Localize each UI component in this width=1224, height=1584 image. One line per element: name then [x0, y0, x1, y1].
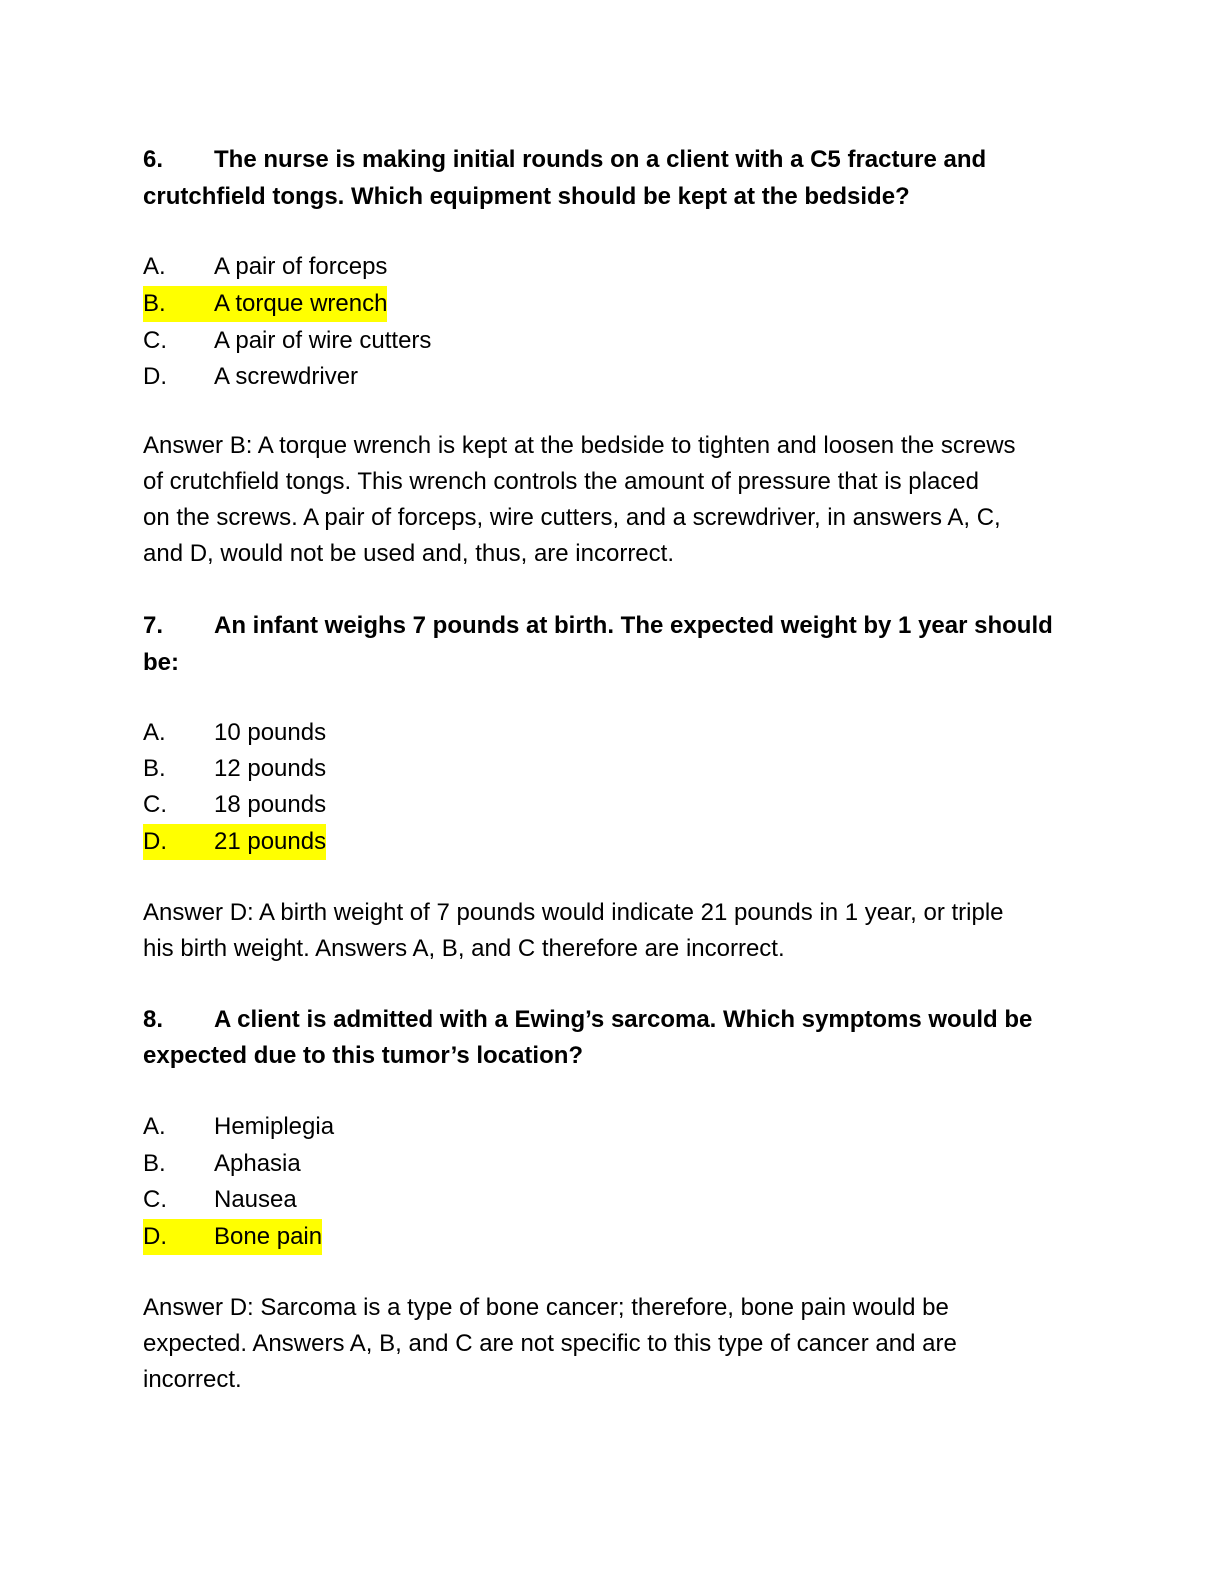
option-letter: B.	[143, 290, 166, 317]
option-letter: B.	[143, 1150, 166, 1177]
question-8-text-line2: expected due to this tumor’s location?	[143, 1042, 584, 1069]
question-6-option-a	[143, 249, 387, 285]
option-letter: C.	[143, 327, 167, 354]
question-8-option-b	[143, 1146, 301, 1182]
answer-line: Answer D: Sarcoma is a type of bone cancer; therefore, bone pain would be	[143, 1294, 949, 1321]
question-7-option-a	[143, 715, 326, 751]
answer-line: his birth weight. Answers A, B, and C therefore are incorrect.	[143, 935, 785, 962]
option-text: A pair of wire cutters	[214, 327, 432, 354]
answer-line: Answer D: A birth weight of 7 pounds would indicate 21 pounds in 1 year, or triple	[143, 899, 1004, 926]
question-7-text-line2: be:	[143, 649, 179, 676]
option-letter: D.	[143, 363, 167, 390]
option-text: A screwdriver	[214, 363, 359, 390]
question-8-option-d	[143, 1219, 322, 1255]
answer-line: expected. Answers A, B, and C are not specific to this type of cancer and are	[143, 1330, 957, 1357]
question-7-answer	[143, 895, 1093, 967]
option-text: Bone pain	[214, 1223, 323, 1250]
question-6-option-d	[143, 359, 358, 395]
question-6-text-line2: crutchfield tongs. Which equipment should be kept at the bedside?	[143, 183, 910, 210]
option-letter: D.	[143, 828, 167, 855]
option-text: Nausea	[214, 1186, 297, 1213]
question-8-text-line1: A client is admitted with a Ewing’s sarcoma. Which symptoms would be	[214, 1006, 1033, 1033]
option-text: 18 pounds	[214, 791, 327, 818]
question-6-option-b	[143, 286, 387, 322]
question-8-number: 8.	[143, 1006, 164, 1033]
question-7-option-b	[143, 751, 326, 787]
question-8-answer	[143, 1290, 1093, 1398]
question-7-line1	[143, 608, 1053, 644]
option-text: 12 pounds	[214, 755, 327, 782]
option-letter: A.	[143, 719, 166, 746]
question-6-option-c	[143, 323, 431, 359]
option-letter: C.	[143, 791, 167, 818]
answer-line: Answer B: A torque wrench is kept at the bedside to tighten and loosen the screws	[143, 432, 1016, 459]
question-8-option-a	[143, 1109, 334, 1145]
question-6-text-line1: The nurse is making initial rounds on a client with a C5 fracture and	[214, 146, 987, 173]
question-6-number: 6.	[143, 146, 164, 173]
question-7-text-line1: An infant weighs 7 pounds at birth. The expected weight by 1 year should	[214, 612, 1053, 639]
question-6-answer	[143, 428, 1093, 572]
answer-line: on the screws. A pair of forceps, wire cutters, and a screwdriver, in answers A, C,	[143, 504, 1001, 531]
option-text: Aphasia	[214, 1150, 301, 1177]
option-text: 10 pounds	[214, 719, 327, 746]
question-7-option-d	[143, 824, 326, 860]
option-text: A torque wrench	[214, 290, 388, 317]
question-8-line1	[143, 1002, 1032, 1038]
question-7-number: 7.	[143, 612, 164, 639]
option-letter: B.	[143, 755, 166, 782]
answer-line: and D, would not be used and, thus, are incorrect.	[143, 540, 674, 567]
option-letter: C.	[143, 1186, 167, 1213]
question-7-option-c	[143, 787, 326, 823]
question-6-line1	[143, 142, 986, 178]
option-letter: A.	[143, 253, 166, 280]
question-8-option-c	[143, 1182, 297, 1218]
option-text: 21 pounds	[214, 828, 327, 855]
option-text: Hemiplegia	[214, 1113, 335, 1140]
answer-line: of crutchfield tongs. This wrench controls the amount of pressure that is placed	[143, 468, 979, 495]
option-text: A pair of forceps	[214, 253, 388, 280]
answer-line: incorrect.	[143, 1366, 242, 1393]
option-letter: D.	[143, 1223, 167, 1250]
option-letter: A.	[143, 1113, 166, 1140]
